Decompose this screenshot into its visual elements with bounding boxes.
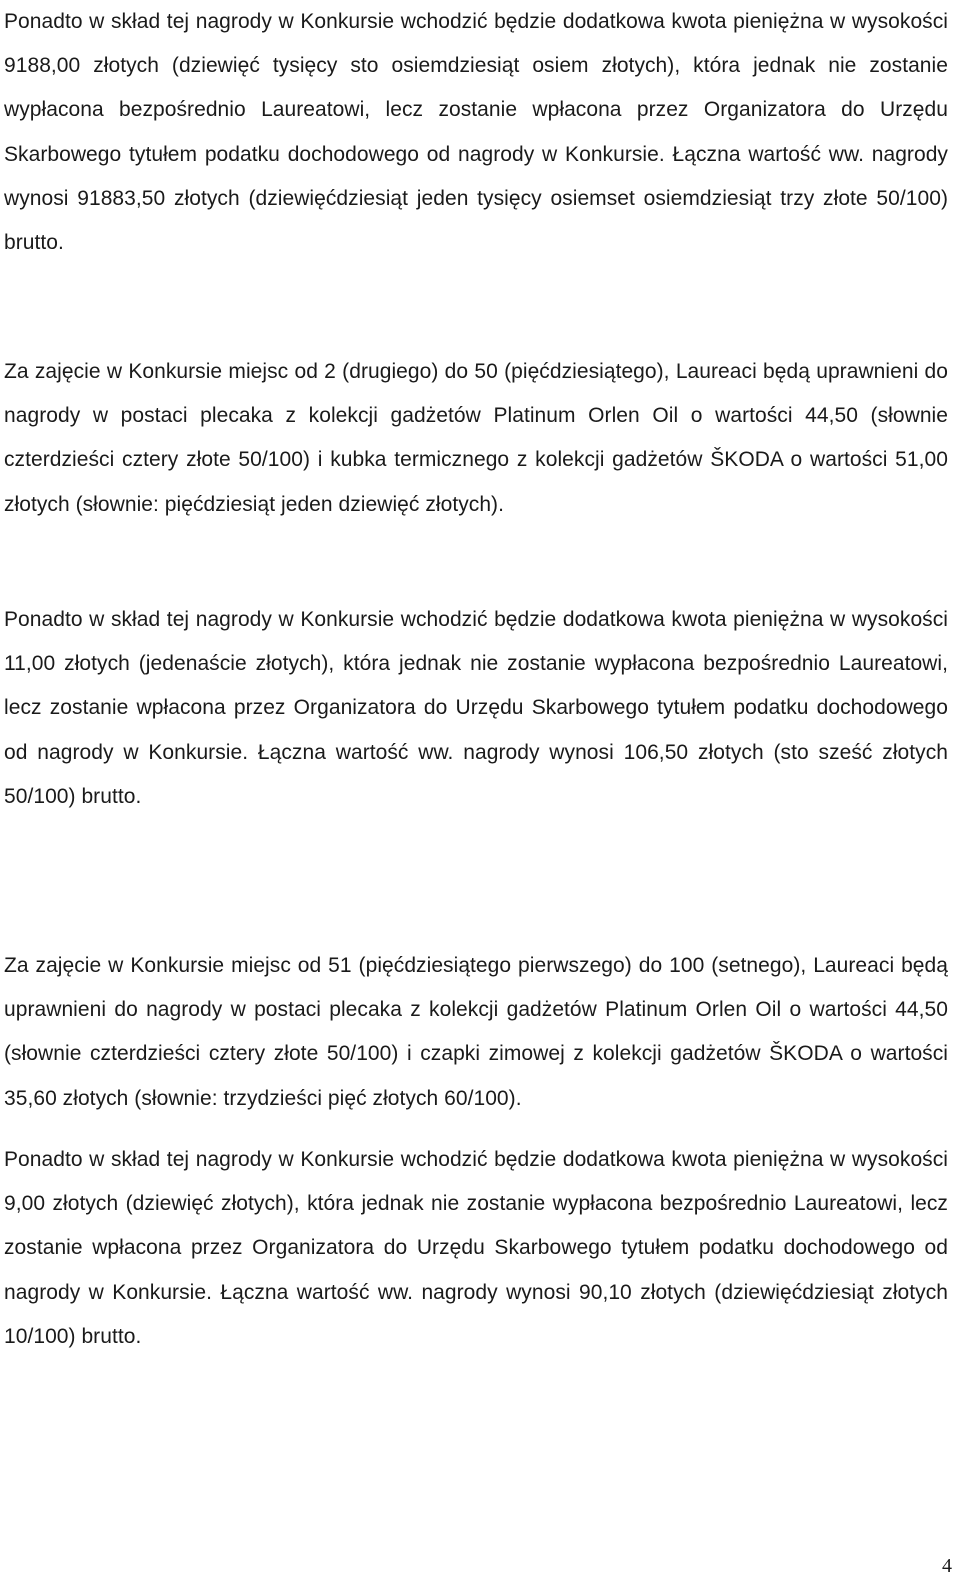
paragraph-places-51-100-tax: Ponadto w skład tej nagrody w Konkursie wchodzić będzie dodatkowa kwota pieniężna w wysokości 9,00 złotych (dziewięć złotych), która jednak nie zostanie wypłacona bezpośrednio Laureatowi, lecz zostanie wpłacona przez Organizatora do Urzędu Skarbowego tytułem podatku dochodowego od nagrody w Konkursie. Łączna wartość ww. nagrody wynosi 90,10 złotych (dziewięćdziesiąt złotych 10/100) brutto. <box>4 1148 948 1348</box>
paragraph-prize-1-tax: Ponadto w skład tej nagrody w Konkursie wchodzić będzie dodatkowa kwota pieniężna w wysokości 9188,00 złotych (dziewięć tysięcy sto osiemdziesiąt osiem złotych), która jednak nie zostanie wypłacona bezpośrednio Laureatowi, lecz zostanie wpłacona przez Organizatora do Urzędu Skarbowego tytułem podatku dochodowego od nagrody w Konkursie. Łączna wartość ww. nagrody wynosi 91883,50 złotych (dziewięćdziesiąt jeden tysięcy osiemset osiemdziesiąt trzy złote 50/100) brutto. <box>4 10 948 255</box>
page-number: 4 <box>942 1555 952 1577</box>
paragraph-places-2-50: Za zajęcie w Konkursie miejsc od 2 (drugiego) do 50 (pięćdziesiątego), Laureaci będą uprawnieni do nagrody w postaci plecaka z kolekcji gadżetów Platinum Orlen Oil o wartości 44,50 (słownie czterdzieści cztery złote 50/100) i kubka termicznego z kolekcji gadżetów ŠKODA o wartości 51,00 złotych (słownie: pięćdziesiąt jeden dziewięć złotych). <box>4 360 948 516</box>
paragraph-places-2-50-tax: Ponadto w skład tej nagrody w Konkursie wchodzić będzie dodatkowa kwota pieniężna w wysokości 11,00 złotych (jedenaście złotych), która jednak nie zostanie wypłacona bezpośrednio Laureatowi, lecz zostanie wpłacona przez Organizatora do Urzędu Skarbowego tytułem podatku dochodowego od nagrody w Konkursie. Łączna wartość ww. nagrody wynosi 106,50 złotych (sto sześć złotych 50/100) brutto. <box>4 608 948 808</box>
paragraph-places-51-100: Za zajęcie w Konkursie miejsc od 51 (pięćdziesiątego pierwszego) do 100 (setnego), Laureaci będą uprawnieni do nagrody w postaci plecaka z kolekcji gadżetów Platinum Orlen Oil o wartości 44,50 (słownie czterdzieści cztery złote 50/100) i czapki zimowej z kolekcji gadżetów ŠKODA o wartości 35,60 złotych (słownie: trzydzieści pięć złotych 60/100). <box>4 954 948 1110</box>
